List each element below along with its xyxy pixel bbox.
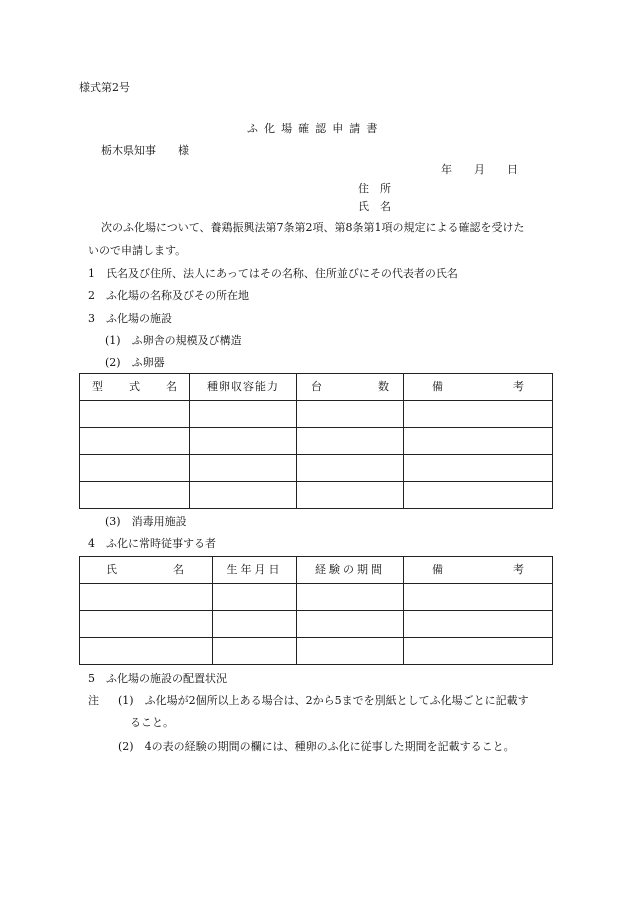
table-cell[interactable] [213, 638, 297, 665]
table-header-row [80, 557, 553, 584]
table-row [80, 455, 553, 482]
table-cell[interactable] [297, 455, 404, 482]
table-cell[interactable] [190, 401, 297, 428]
item-2: 2 ふ化場の名称及びその所在地 [88, 289, 249, 302]
item-1: 1 氏名及び住所、法人にあってはその名称、住所並びにその代表者の氏名 [88, 267, 458, 280]
table-row [80, 638, 553, 665]
header-remarks: 備 考 [404, 557, 553, 584]
table-cell[interactable] [80, 482, 190, 509]
address-label: 住 所 [358, 182, 391, 195]
table-cell[interactable] [80, 401, 190, 428]
table-row [80, 584, 553, 611]
table-row [80, 401, 553, 428]
item-4: 4 ふ化に常時従事する者 [88, 537, 216, 550]
table-cell[interactable] [190, 428, 297, 455]
table-cell[interactable] [404, 482, 553, 509]
table-row [80, 428, 553, 455]
document-title: ふ化場確認申請書 [247, 122, 384, 135]
table-cell[interactable] [213, 611, 297, 638]
table-cell[interactable] [297, 401, 404, 428]
table-cell[interactable] [404, 611, 553, 638]
header-remarks: 備 考 [404, 374, 553, 401]
note-2: (2) 4の表の経験の期間の欄には、種卵のふ化に従事した期間を記載すること。 [118, 740, 515, 753]
note-label: 注 [88, 694, 99, 707]
table-cell[interactable] [213, 584, 297, 611]
incubator-table [79, 373, 553, 509]
addressee: 栃木県知事 様 [101, 144, 189, 157]
name-label: 氏 名 [358, 200, 391, 213]
item-3-1: (1) ふ卵舎の規模及び構造 [105, 334, 242, 347]
item-3: 3 ふ化場の施設 [88, 312, 172, 325]
table-cell[interactable] [297, 638, 404, 665]
note-1-line1: (1) ふ化場が2個所以上ある場合は、2から5までを別紙としてふ化場ごとに記載す [118, 694, 529, 707]
form-number: 様式第2号 [79, 81, 130, 94]
table-cell[interactable] [297, 428, 404, 455]
table-cell[interactable] [404, 401, 553, 428]
table-row [80, 611, 553, 638]
item-3-2: (2) ふ卵器 [105, 356, 165, 369]
table-cell[interactable] [80, 611, 213, 638]
table-cell[interactable] [80, 584, 213, 611]
table-cell[interactable] [80, 455, 190, 482]
table-cell[interactable] [80, 428, 190, 455]
table-cell[interactable] [404, 428, 553, 455]
staff-table [79, 556, 553, 665]
header-unit-count: 台 数 [297, 374, 404, 401]
header-capacity: 種卵収容能力 [190, 374, 297, 401]
date-line: 年 月 日 [441, 163, 518, 176]
table-cell[interactable] [190, 482, 297, 509]
item-5: 5 ふ化場の施設の配置状況 [88, 672, 227, 685]
table-header-row [80, 374, 553, 401]
body-text-line1: 次のふ化場について、養鶏振興法第7条第2項、第8条第1項の規定による確認を受けた [101, 221, 525, 234]
header-experience-period: 経験の期間 [297, 557, 404, 584]
table-cell[interactable] [404, 638, 553, 665]
note-1-line2: ること。 [130, 716, 174, 729]
table-cell[interactable] [297, 584, 404, 611]
table-cell[interactable] [80, 638, 213, 665]
table-cell[interactable] [297, 611, 404, 638]
body-text-line2: いので申請します。 [88, 244, 187, 257]
table-cell[interactable] [404, 455, 553, 482]
header-model-name: 型 式 名 [80, 374, 190, 401]
header-full-name: 氏 名 [80, 557, 213, 584]
table-row [80, 482, 553, 509]
item-3-3: (3) 消毒用施設 [105, 515, 187, 528]
header-birth-date: 生年月日 [213, 557, 297, 584]
table-cell[interactable] [190, 455, 297, 482]
table-cell[interactable] [404, 584, 553, 611]
table-cell[interactable] [297, 482, 404, 509]
